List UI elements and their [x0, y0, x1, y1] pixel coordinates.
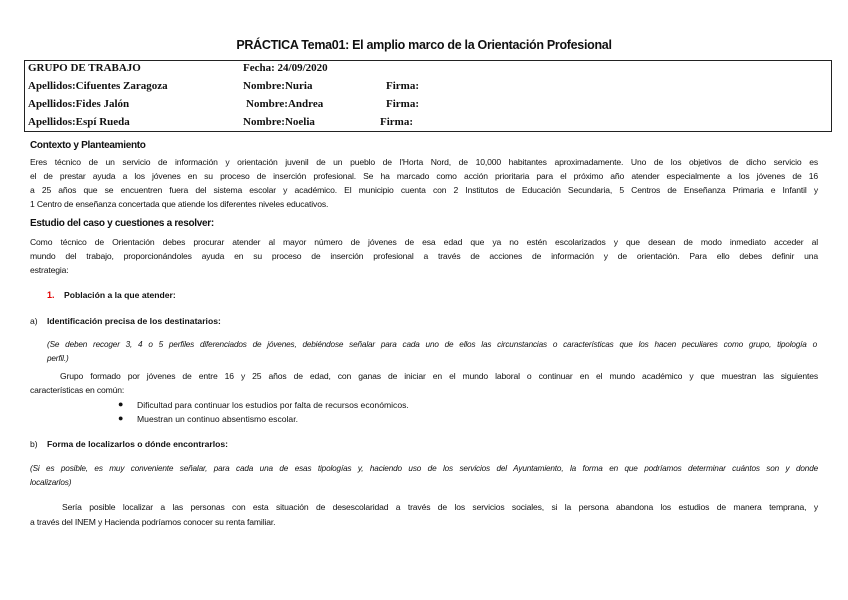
section-b-answer-line: a través del INEM y Hacienda podríamos conocer su renta familiar.	[30, 517, 276, 527]
contexto-line: el de prestar ayuda a los jóvenes en su proceso de inserción profesional. Se ha marcado como acción prioritaria para el próximo año atender especialmente a los jóvenes de 16	[30, 171, 818, 181]
member-firma: Firma:	[380, 116, 413, 128]
section-b-heading: Forma de localizarlos o dónde encontrarlos:	[47, 439, 228, 449]
bullet-item: Dificultad para continuar los estudios por falta de recursos económicos.	[137, 400, 409, 410]
bullet-item: Muestran un continuo absentismo escolar.	[137, 414, 298, 424]
member-apellidos: Apellidos:Fides Jalón	[28, 98, 130, 110]
group-label: GRUPO DE TRABAJO	[28, 62, 141, 74]
contexto-line: a 25 años que se encuentren fuera del sistema escolar y académico. El municipio cuenta con 2 Institutos de Educación Secundaria, 5 Centros de Enseñanza Primaria e Infantil y	[30, 185, 818, 195]
document-title: PRÁCTICA Tema01: El amplio marco de la Orientación Profesional	[236, 38, 612, 52]
member-nombre: Nombre:Noelia	[243, 116, 315, 128]
estudio-line: estrategia:	[30, 265, 69, 275]
contexto-line: Eres técnico de un servicio de información y orientación juvenil de un pueblo de l'Horta Nord, de 10,000 habitantes aproximadamente. Uno de los objetivos de dicho servicio es	[30, 157, 818, 167]
section-a-heading: Identificación precisa de los destinatarios:	[47, 316, 221, 326]
estudio-line: mundo del trabajo, proporcionándoles ayuda en su proceso de inserción profesional a través de acciones de información y de orientación. Para ello debes definir una	[30, 251, 818, 261]
member-apellidos: Apellidos:Espí Rueda	[28, 116, 130, 128]
section-a-answer-line: Grupo formado por jóvenes de entre 16 y 25 años de edad, con ganas de iniciar en el mundo laboral o continuar en el mundo académico y que muestran las siguientes	[60, 371, 818, 381]
section-b-note-line: (Si es posible, es muy conveniente señalar, para cada una de esas tipologías y, haciendo uso de los servicios del Ayuntamiento, la forma en que podríamos determinar cuántos son y donde	[30, 464, 818, 473]
section-1-number: 1.	[47, 290, 55, 300]
work-group-table	[24, 60, 832, 132]
contexto-line: 1 Centro de enseñanza concertada que atiende los diferentes niveles educativos.	[30, 199, 329, 209]
section-b-note-line: localizarlos)	[30, 478, 72, 487]
bullet-icon: ●	[118, 399, 124, 409]
section-1-heading: Población a la que atender:	[64, 290, 176, 300]
section-a-marker: a)	[30, 316, 38, 326]
member-firma: Firma:	[386, 80, 419, 92]
section-b-marker: b)	[30, 439, 38, 449]
member-nombre: Nombre:Andrea	[246, 98, 324, 110]
estudio-line: Como técnico de Orientación debes procurar atender al mayor número de jóvenes de esa edad que ya no estén escolarizados y que desean de modo inmediato acceder al	[30, 237, 818, 247]
estudio-heading: Estudio del caso y cuestiones a resolver:	[30, 218, 214, 229]
section-a-answer-line: características en común:	[30, 385, 125, 395]
section-a-note-line: perfil.)	[47, 354, 69, 363]
group-date: Fecha: 24/09/2020	[243, 62, 328, 74]
bullet-icon: ●	[118, 413, 124, 423]
member-firma: Firma:	[386, 98, 419, 110]
section-a-note-line: (Se deben recoger 3, 4 o 5 perfiles diferenciados de jóvenes, debiéndose señalar para cada uno de ellos las circunstancias o características que los hacen peculiares como grupo, tipología o	[47, 340, 817, 349]
contexto-heading: Contexto y Planteamiento	[30, 140, 146, 151]
member-nombre: Nombre:Nuria	[243, 80, 313, 92]
section-b-answer-line: Sería posible localizar a las personas con esta situación de desescolaridad a través de los servicios sociales, si la persona abandona los estudios de manera temprana, y	[62, 502, 818, 512]
member-apellidos: Apellidos:Cifuentes Zaragoza	[28, 80, 168, 92]
